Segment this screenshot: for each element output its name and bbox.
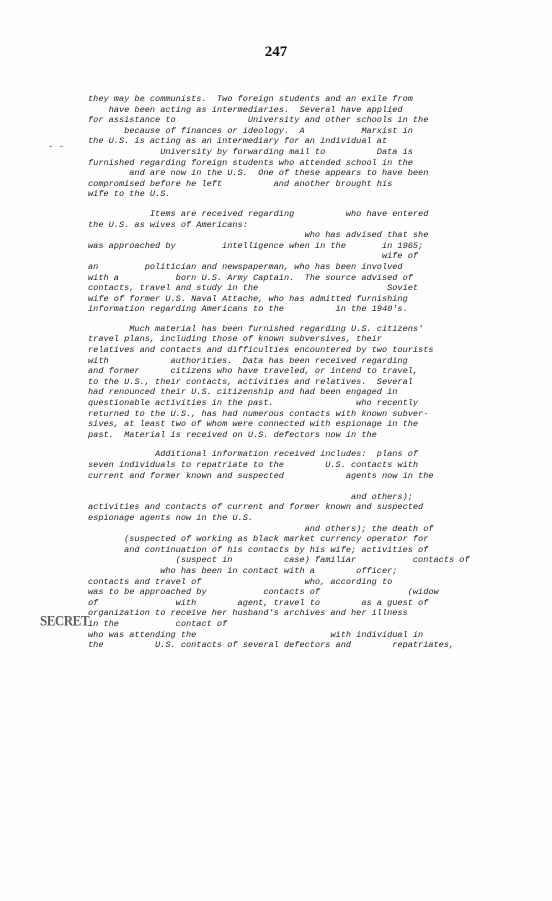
text-line: wife of former U.S. Naval Attache, who has admitted furnishing <box>88 293 408 304</box>
text-line: and continuation of his contacts by his wife; activities of <box>88 544 429 555</box>
text-line: an politician and newspaperman, who has been involved <box>88 261 403 272</box>
text-line: in the contact of <box>88 618 228 629</box>
text-line: (suspect in case) familiar contacts of <box>88 555 470 566</box>
text-line: who has been in contact with a officer; <box>88 565 398 576</box>
text-line: current and former known and suspected agents now in the <box>88 470 434 481</box>
text-line: wife of <box>88 251 419 262</box>
text-line: had renounced their U.S. citizenship and had been engaged in <box>88 387 398 398</box>
text-line: Much material has been furnished regarding U.S. citizens' <box>88 323 424 334</box>
text-line: espionage agents now in the U.S. <box>88 512 254 523</box>
text-line: and others); <box>88 491 413 502</box>
text-line: they may be communists. Two foreign students and an exile from <box>88 94 413 104</box>
text-line: (suspected of working as black market currency operator for <box>88 534 429 545</box>
paragraph-additional-information <box>88 449 504 650</box>
text-line: seven individuals to repatriate to the U.S. contacts with <box>88 460 419 470</box>
text-line: was approached by intelligence when in the in 1965; <box>88 240 424 251</box>
text-line: wife to the U.S. <box>88 189 171 200</box>
text-line: University by forwarding mail to Data is <box>88 146 413 157</box>
text-line: activities and contacts of current and former known and suspected <box>88 502 424 513</box>
text-line: furnished regarding foreign students who attended school in the <box>88 157 413 168</box>
text-line: sives, at least two of whom were connected with espionage in the <box>88 419 419 430</box>
text-line: for assistance to University and other schools in the <box>88 115 429 126</box>
text-line: and are now in the U.S. One of these appears to have been <box>88 168 429 179</box>
text-line: the U.S. is acting as an intermediary for an individual at <box>88 136 388 147</box>
secret-stamp: SECRET <box>40 611 90 630</box>
text-line: and others); the death of <box>88 523 434 534</box>
paragraph-wives-of-americans <box>88 209 504 315</box>
text-line: to the U.S., their contacts, activities and relatives. Several <box>88 376 413 387</box>
paragraph-foreign-students <box>88 94 504 200</box>
text-line: questionable activities in the past. who recently <box>88 398 419 409</box>
text-line: organization to receive her husband's archives and her illness <box>88 608 408 619</box>
text-line: because of finances or ideology. A Marxist in <box>88 125 413 136</box>
text-line: compromised before he left and another brought his <box>88 178 393 189</box>
text-line: Items are received regarding who have entered <box>88 208 429 219</box>
text-line: with authorities. Data has been received regarding <box>88 355 408 366</box>
text-line: was to be approached by contacts of (widow <box>88 587 439 598</box>
document-body <box>88 94 504 660</box>
text-line: contacts, travel and study in the Soviet <box>88 283 419 294</box>
text-line: returned to the U.S., has had numerous contacts with known subver- <box>88 408 429 419</box>
text-line: of with agent, travel to as a guest of <box>88 597 429 608</box>
paragraph-travel-plans <box>88 324 504 441</box>
text-line: have been acting as intermediaries. Several have applied <box>88 104 403 115</box>
text-line: information regarding Americans to the in the 1940's. <box>88 304 408 315</box>
text-line: travel plans, including those of known subversives, their <box>88 334 382 345</box>
text-line: who has advised that she <box>88 230 429 241</box>
margin-mark: - - <box>48 142 65 152</box>
text-line: and former citizens who have traveled, or intend to travel, <box>88 366 419 377</box>
text-line <box>88 481 504 492</box>
text-line: past. Material is received on U.S. defectors now in the <box>88 429 377 440</box>
text-line: the U.S. contacts of several defectors and repatriates, <box>88 640 455 651</box>
text-line: with a born U.S. Army Captain. The source advised of <box>88 272 413 283</box>
page-number: 247 <box>264 44 288 60</box>
text-line: who was attending the with individual in <box>88 629 424 640</box>
text-line: contacts and travel of who, according to <box>88 576 393 587</box>
text-line: the U.S. as wives of Americans: <box>88 219 248 230</box>
text-line: Additional information received includes: plans of <box>88 449 419 460</box>
text-line: relatives and contacts and difficulties encountered by two tourists <box>88 345 434 356</box>
